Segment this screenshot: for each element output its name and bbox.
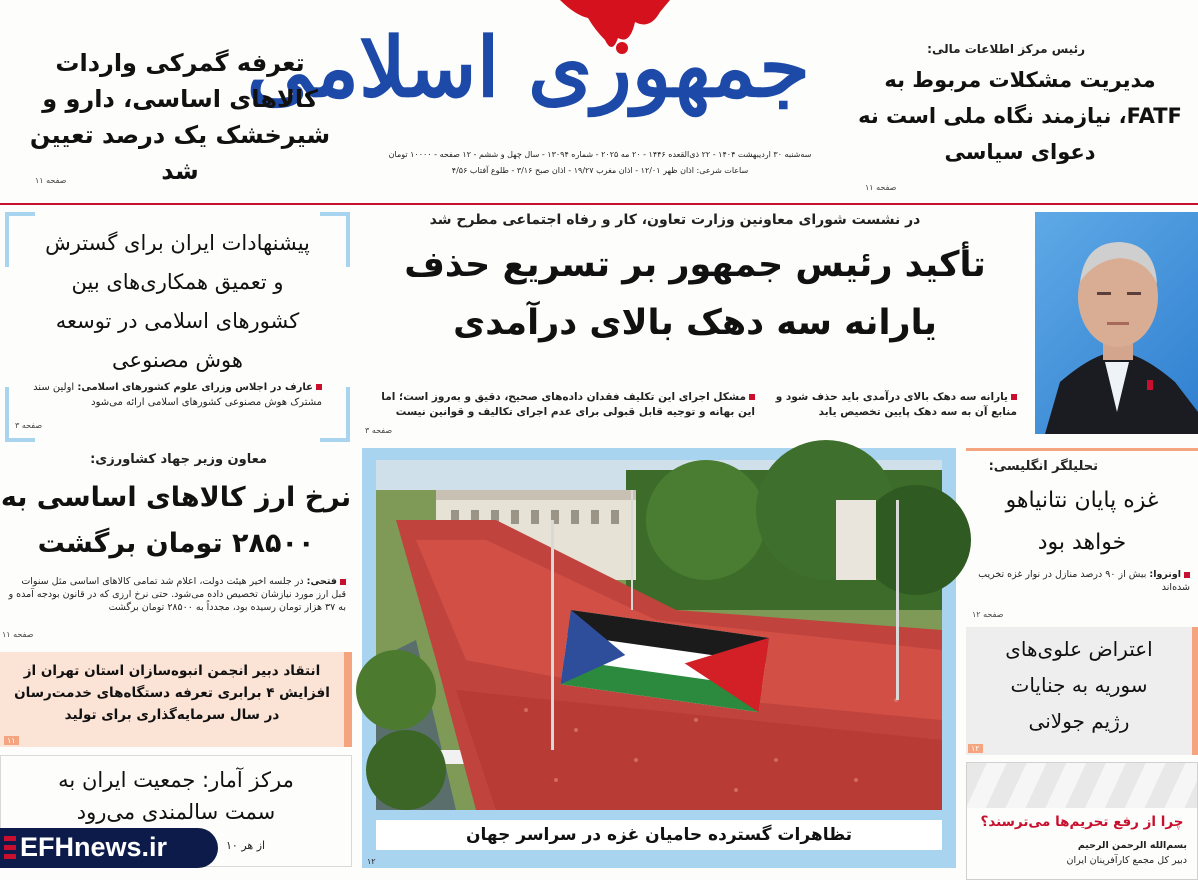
editorial-text: دبیر کل مجمع کارآفرینان ایران xyxy=(1066,855,1187,866)
gaza-protest-photo-box[interactable] xyxy=(362,448,956,868)
masthead-date-line: سه‌شنبه ۳۰ اردیبهشت ۱۴۰۴ - ۲۲ ذی‌القعده ۱۴۴۶ - ۲۰ مه ۲۰۲۵ - شماره ۱۳۰۹۴ - سال چهل و ششم - ۱۲ صفحه - ۱۰۰۰۰ تومان xyxy=(388,150,812,159)
masthead-prayer-times: ساعات شرعی: اذان ظهر ۱۲/۰۱ - اذان مغرب ۱۹/۲۷ - اذان صبح ۳/۱۶ - طلوع آفتاب ۴/۵۶ xyxy=(451,166,749,175)
page-ref: صفحه ۱۱ xyxy=(35,176,67,185)
currency-kicker: معاون وزیر جهاد کشاورزی: xyxy=(90,452,267,467)
watermark-text: EFHnews.ir xyxy=(20,832,168,862)
currency-headline: نرخ ارز کالاهای اساسی به ۲۸۵۰۰ تومان برگشت xyxy=(0,482,352,559)
alawite-headline: اعتراض علوی‌های سوریه به جنایات رژیم جولانی xyxy=(1005,637,1153,733)
page-ref: ۱۱ xyxy=(4,736,19,745)
page-ref: ۱۲ xyxy=(364,857,379,866)
gaza-lead-label: اونروا: xyxy=(1149,569,1190,580)
main-story[interactable] xyxy=(365,212,1025,437)
ai-lead-text: اولین سند مشترک هوش مصنوعی کشورهای اسلامی ارائه می‌شود xyxy=(33,382,322,408)
gaza-lead-text: بیش از ۹۰ درصد منازل در نوار غزه تخریب شده‌اند xyxy=(978,569,1190,593)
currency-story[interactable] xyxy=(0,452,352,642)
top-right-headline: مدیریت مشکلات مربوط به FATF، نیازمند نگاه ملی است نه دعوای سیاسی xyxy=(858,68,1182,164)
masthead xyxy=(246,0,820,200)
page-ref: صفحه ۳ xyxy=(365,426,393,435)
ai-lead xyxy=(22,380,322,410)
page-ref: صفحه ۱۲ xyxy=(972,610,1004,619)
main-bullet-left: مشکل اجرای این تکلیف فقدان داده‌های صحیح، دقیق و به‌روز است؛ اما این بهانه و توجیه قابل قبولی برای عدم اجرای تکالیف و قوانین نیست xyxy=(375,390,755,420)
census-headline: مرکز آمار: جمعیت ایران به سمت سالمندی می‌رود xyxy=(58,768,294,824)
top-left-story[interactable] xyxy=(15,45,345,195)
bracket-bottom-right xyxy=(320,387,350,442)
top-right-kicker: رئیس مرکز اطلاعات مالی: xyxy=(927,42,1085,56)
gaza-headline: غزه پایان نتانیاهو خواهد بود xyxy=(1005,488,1159,555)
president-photo xyxy=(1035,212,1198,434)
protest-photo xyxy=(376,460,942,810)
masthead-rule xyxy=(0,203,1198,205)
editorial-box[interactable] xyxy=(966,762,1198,880)
efhnews-watermark xyxy=(0,828,218,868)
watermark-logo-icon xyxy=(4,836,16,860)
bracket-top-left xyxy=(5,212,35,267)
census-lead: از هر ۱۰ xyxy=(226,839,266,852)
page-ref: صفحه ۳ xyxy=(15,421,43,430)
currency-lead xyxy=(0,575,352,614)
page-ref: صفحه ۱۱ xyxy=(2,630,34,639)
main-bullet-right: یارانه سه دهک بالای درآمدی باید حذف شود و منابع آن به سه دهک پایین تخصیص یابد xyxy=(772,390,1017,420)
ai-headline: پیشنهادات ایران برای گسترش و تعمیق همکاری‌های بین کشورهای اسلامی در توسعه هوش مصنوعی xyxy=(45,231,310,372)
currency-lead-label: فتحی: xyxy=(307,576,346,587)
builders-story[interactable] xyxy=(0,652,352,747)
photo-caption: تظاهرات گسترده حامیان غزه در سراسر جهان xyxy=(376,820,942,850)
masthead-title: جمهوری اسلامی xyxy=(246,20,810,116)
gaza-lead xyxy=(966,564,1198,594)
gaza-story[interactable] xyxy=(966,448,1198,623)
page-ref: صفحه ۱۱ xyxy=(865,183,897,192)
ai-lead-label: عارف در اجلاس وزرای علوم کشورهای اسلامی: xyxy=(77,382,322,393)
bracket-top-right xyxy=(320,212,350,267)
builders-headline: انتقاد دبیر انجمن انبوه‌سازان استان تهران از افزایش ۴ برابری تعرفه دستگاه‌های خدمت‌رسان در سال سرمایه‌گذاری برای تولید xyxy=(14,663,330,723)
page-ref: ۱۲ xyxy=(968,744,983,753)
editorial-headline: چرا از رفع تحریم‌ها می‌ترسند؟ xyxy=(980,814,1184,830)
top-left-headline: تعرفه گمرکی واردات کالاهای اساسی، دارو و شیرخشک یک درصد تعیین شد xyxy=(29,49,331,185)
editorial-banner xyxy=(967,763,1197,808)
editorial-basmala: بسم‌الله الرحمن الرحیم xyxy=(1077,840,1187,851)
gaza-kicker: تحلیلگر انگلیسی: xyxy=(988,459,1098,474)
top-right-story[interactable] xyxy=(855,42,1185,192)
main-headline: تأکید رئیس جمهور بر تسریع حذف یارانه سه دهک بالای درآمدی xyxy=(404,245,986,343)
main-kicker: در نشست شورای معاونین وزارت تعاون، کار و رفاه اجتماعی مطرح شد xyxy=(429,212,921,228)
alawite-story[interactable] xyxy=(966,627,1198,755)
ai-cooperation-box[interactable] xyxy=(5,212,350,442)
currency-lead-text: در جلسه اخیر هیئت دولت، اعلام شد تمامی کالاهای اساسی مثل سنوات قبل ارز مورد نیازشان تخصیص داده می‌شود. حتی نرخ ارزی که در قانون بودجه آمده و به ۳۷ هزار تومان رسیده بود، مجدداً به ۲۸۵۰۰ تومان برگشت xyxy=(8,576,346,613)
